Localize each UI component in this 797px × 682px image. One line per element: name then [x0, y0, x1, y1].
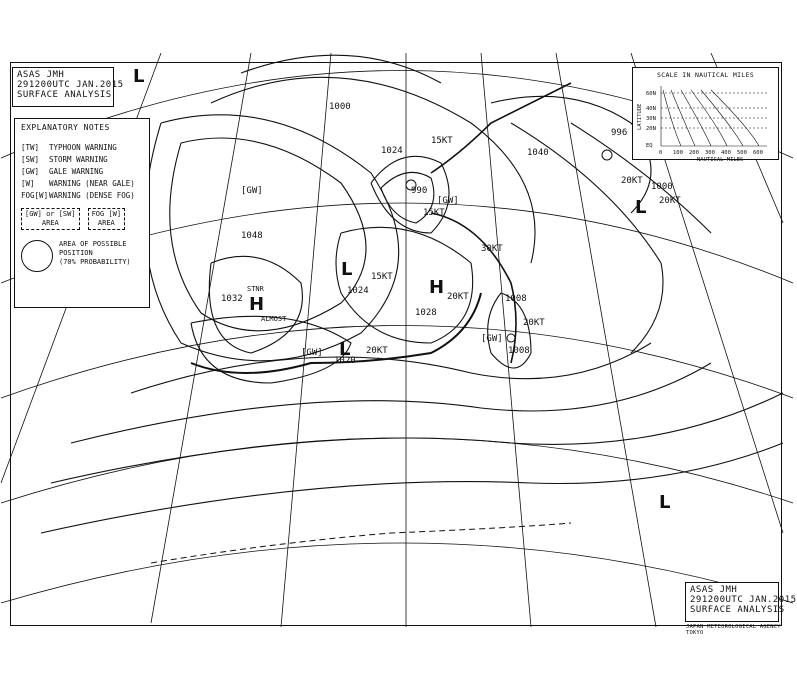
- x-tick: 300: [705, 150, 715, 156]
- x-tick: 0: [659, 150, 663, 156]
- dashed-line: [151, 523, 571, 563]
- note-text: GALE WARNING: [49, 167, 104, 176]
- parallel-line: [1, 438, 793, 503]
- lat-tick: 40N: [646, 106, 656, 112]
- wind-label: 20KT: [447, 292, 469, 302]
- x-tick: 100: [673, 150, 683, 156]
- isobar-line: [491, 96, 651, 213]
- high-symbol: H: [429, 277, 445, 298]
- pressure-label: 1008: [508, 346, 530, 356]
- isobar-line: [488, 293, 531, 368]
- wind-label: 15KT: [431, 136, 453, 146]
- probability-text-1: AREA OF POSSIBLE: [59, 240, 127, 248]
- isobar-line: [71, 363, 711, 443]
- note-text: TYPHOON WARNING: [49, 143, 117, 152]
- wind-label: 15KT: [371, 272, 393, 282]
- status-label: STNR: [247, 285, 264, 293]
- note-row: [21, 190, 143, 202]
- x-tick: 400: [721, 150, 731, 156]
- pressure-label: 1020: [334, 356, 356, 366]
- title-block: [12, 67, 124, 107]
- note-row: [21, 178, 143, 190]
- note-text: STORM WARNING: [49, 155, 108, 164]
- warning-label: [GW]: [481, 334, 503, 344]
- title-line-1: ASAS JMH: [17, 70, 65, 80]
- pressure-label: 1028: [415, 308, 437, 318]
- x-tick: 600: [753, 150, 763, 156]
- warning-label: [GW]: [241, 186, 263, 196]
- fog-area-label: FOG [W]: [91, 210, 122, 218]
- note-row: [21, 154, 143, 166]
- pressure-label: 990: [411, 186, 428, 196]
- low-center-marker: [507, 334, 515, 342]
- wind-label: 20KT: [621, 176, 643, 186]
- pressure-label: 1024: [381, 146, 403, 156]
- parallel-line: [1, 326, 793, 399]
- pressure-label: 1032: [221, 294, 243, 304]
- status-label: ALMOST: [261, 315, 287, 323]
- probability-legend: [21, 240, 143, 272]
- pressure-label: 1000: [329, 102, 351, 112]
- isobar-line: [191, 316, 351, 383]
- wind-label: 20KT: [523, 318, 545, 328]
- low-symbol: L: [341, 259, 353, 280]
- lat-axis-label: LATITUDE: [637, 103, 643, 130]
- parallel-line: [1, 543, 797, 605]
- note-row: [21, 142, 143, 154]
- note-code: [SW]: [21, 155, 40, 164]
- title-line-1: ASAS JMH: [690, 585, 738, 595]
- note-code: [TW]: [21, 143, 40, 152]
- lat-tick: 30N: [646, 116, 656, 122]
- isobar-line: [51, 393, 783, 483]
- probability-text-3: (70% PROBABILITY): [59, 258, 131, 266]
- wind-label: 20KT: [659, 196, 681, 206]
- low-symbol: L: [635, 197, 647, 218]
- title-line-3: SURFACE ANALYSIS: [17, 90, 112, 100]
- note-row: [21, 166, 143, 178]
- probability-circle-icon: [21, 240, 53, 272]
- meridian-line: [281, 53, 331, 627]
- lat-tick: EQ: [646, 143, 653, 149]
- pressure-label: 1040: [527, 148, 549, 158]
- agency-credit: JAPAN METEOROLOGICAL AGENCY TOKYO: [686, 624, 781, 636]
- probability-text-2: POSITION: [59, 249, 93, 257]
- scale-title: SCALE IN NAUTICAL MILES: [657, 71, 754, 79]
- title-line-2: 291200UTC JAN.2015: [690, 595, 797, 605]
- pressure-label: 1024: [347, 286, 369, 296]
- high-symbol: L: [659, 492, 671, 513]
- low-center-marker: [602, 150, 612, 160]
- note-code: FOG[W]: [21, 191, 49, 200]
- x-axis-label: NAUTICAL MILES: [697, 157, 744, 163]
- note-code: [W]: [21, 179, 35, 188]
- pressure-label: 996: [611, 128, 628, 138]
- fog-area-caption: AREA: [97, 219, 115, 227]
- fog-area-symbol: [88, 208, 126, 230]
- warning-label: [GW]: [437, 196, 459, 206]
- wind-label: 15KT: [423, 208, 445, 218]
- scale-graph: [633, 68, 778, 163]
- note-text: WARNING (DENSE FOG): [49, 191, 135, 200]
- pressure-label: 1008: [505, 294, 527, 304]
- title-line-3: SURFACE ANALYSIS: [690, 605, 785, 615]
- scale-axis: [661, 86, 767, 146]
- lat-tick: 20N: [646, 126, 656, 132]
- notes-title: EXPLANATORY NOTES: [21, 123, 110, 132]
- gale-area-symbol: [21, 208, 80, 230]
- warning-label: [GW]: [301, 348, 323, 358]
- gale-area-label: [GW] or [SW]: [25, 210, 76, 218]
- high-symbol: H: [249, 294, 265, 315]
- high-symbol: L: [133, 66, 145, 87]
- isobar-line: [170, 138, 366, 331]
- note-code: [GW]: [21, 167, 40, 176]
- isobar-line: [41, 443, 783, 533]
- pressure-label: 1048: [241, 231, 263, 241]
- explanatory-notes: [14, 118, 150, 308]
- isobar-line: [241, 55, 441, 83]
- lat-tick: 60N: [646, 91, 656, 97]
- x-tick: 200: [689, 150, 699, 156]
- scale-box: [632, 67, 779, 163]
- isobar-line: [145, 115, 399, 361]
- title-line-2: 291200UTC JAN.2015: [17, 80, 124, 90]
- title-block-bottom: [685, 582, 797, 622]
- gale-area-caption: AREA: [41, 219, 59, 227]
- low-symbol: L: [339, 339, 351, 360]
- note-text: WARNING (NEAR GALE): [49, 179, 135, 188]
- x-tick: 500: [737, 150, 747, 156]
- wind-label: 30KT: [481, 244, 503, 254]
- wind-label: 20KT: [366, 346, 388, 356]
- pressure-label: 1000: [651, 182, 673, 192]
- area-legend: [21, 208, 143, 230]
